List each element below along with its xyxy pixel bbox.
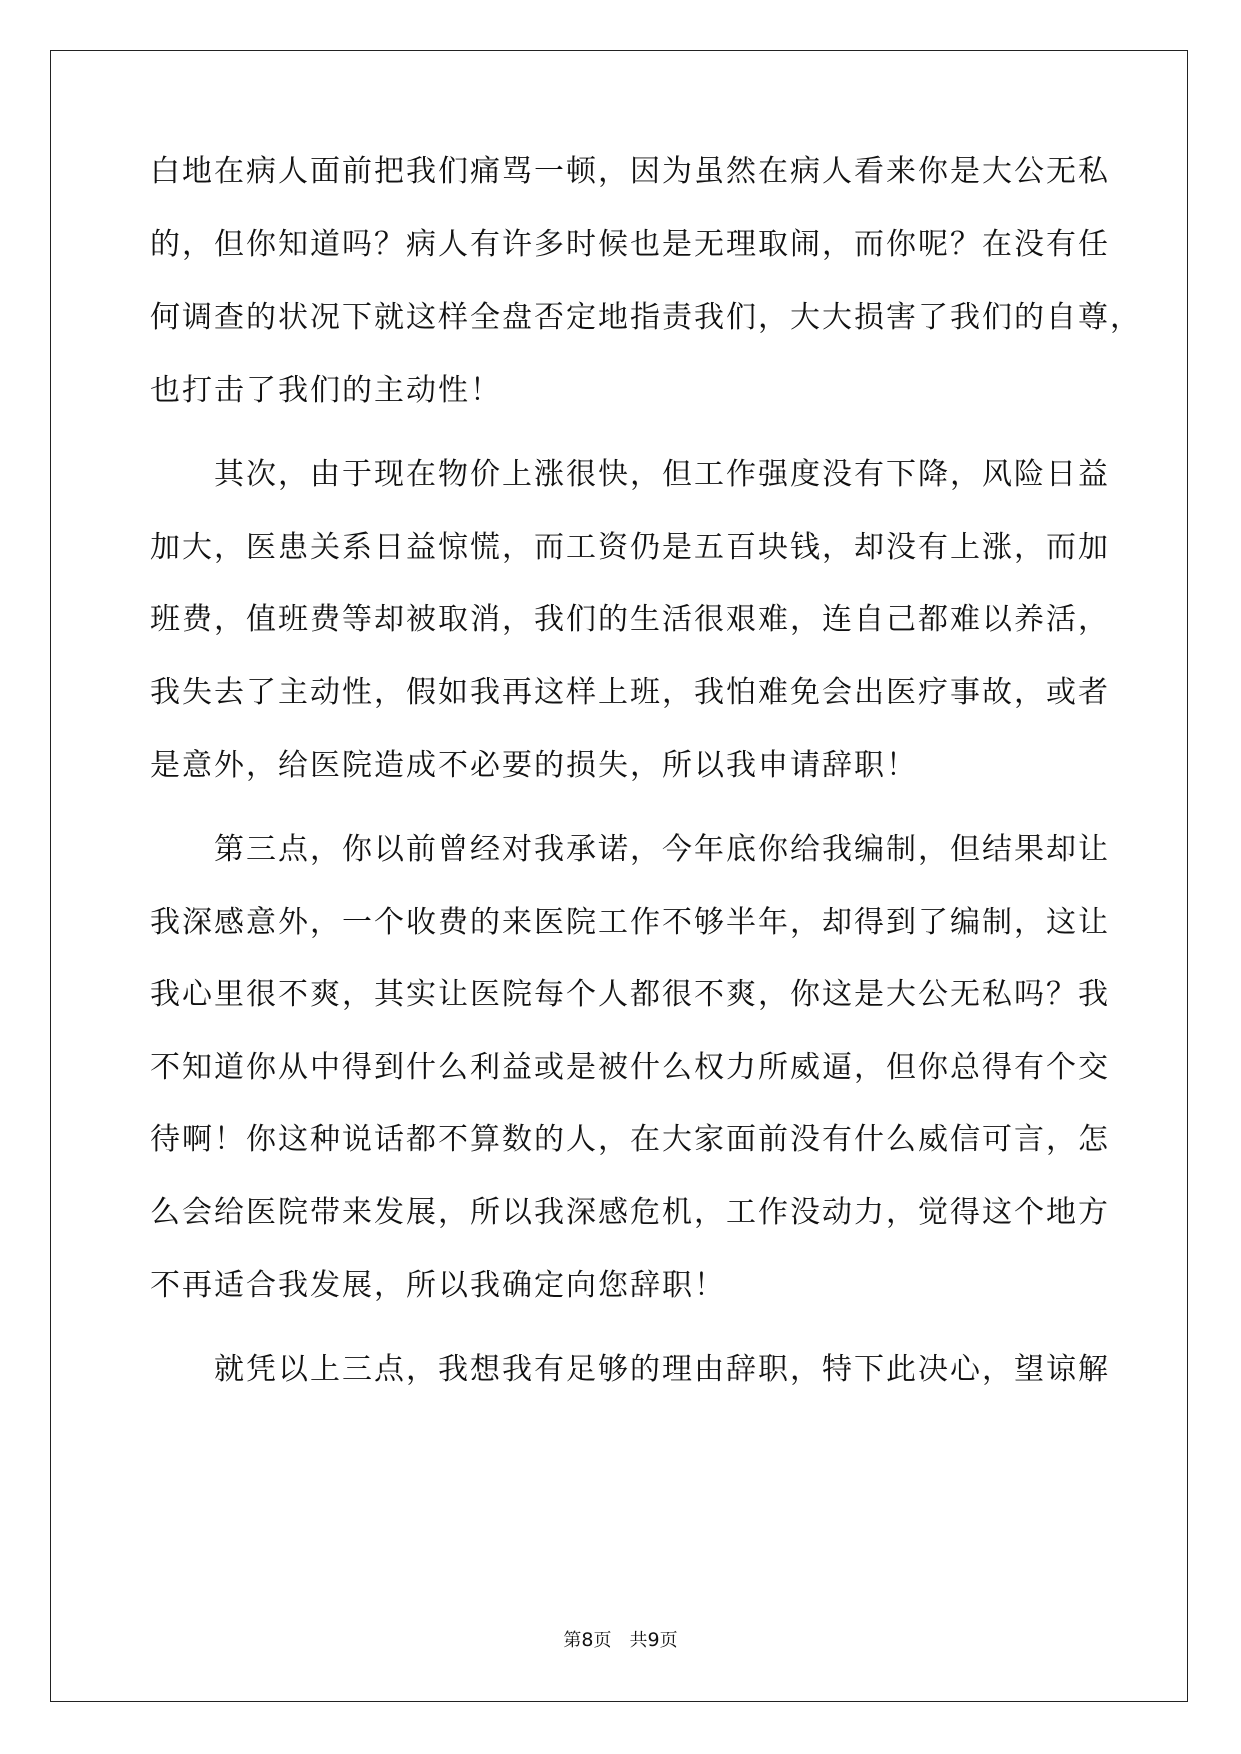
- text-line: 就凭以上三点，我想我有足够的理由辞职，特下此决心，望谅解: [150, 1352, 1110, 1387]
- text-line: 白地在病人面前把我们痛骂一顿，因为虽然在病人看来你是大公无私: [150, 154, 1110, 189]
- text-line: 我深感意外，一个收费的来医院工作不够半年，却得到了编制，这让: [150, 905, 1110, 940]
- text-line: 加大，医患关系日益惊慌，而工资仍是五百块钱，却没有上涨，而加: [150, 530, 1110, 565]
- page-footer: [0, 1626, 1241, 1652]
- current-page-number: 8: [581, 1629, 594, 1651]
- text-line: 其次，由于现在物价上涨很快，但工作强度没有下降，风险日益: [150, 457, 1110, 492]
- footer-middle: 页 共: [593, 1630, 648, 1651]
- text-line: 待啊！你这种说话都不算数的人，在大家面前没有什么威信可言，怎: [150, 1122, 1110, 1157]
- text-line: 何调查的状况下就这样全盘否定地指责我们，大大损害了我们的自尊，: [150, 300, 1142, 335]
- text-line: 不再适合我发展，所以我确定向您辞职！: [150, 1268, 726, 1303]
- text-line: 是意外，给医院造成不必要的损失，所以我申请辞职！: [150, 748, 918, 783]
- footer-suffix: 页: [659, 1630, 678, 1651]
- text-line: 我失去了主动性，假如我再这样上班，我怕难免会出医疗事故，或者: [150, 675, 1110, 710]
- text-line: 的，但你知道吗？病人有许多时候也是无理取闹，而你呢？在没有任: [150, 227, 1110, 262]
- text-line: 第三点，你以前曾经对我承诺，今年底你给我编制，但结果却让: [150, 832, 1110, 867]
- text-line: 么会给医院带来发展，所以我深感危机，工作没动力，觉得这个地方: [150, 1195, 1110, 1230]
- text-line: 不知道你从中得到什么利益或是被什么权力所威逼，但你总得有个交: [150, 1050, 1110, 1085]
- total-pages-number: 9: [647, 1629, 660, 1651]
- text-line: 也打击了我们的主动性！: [150, 373, 502, 408]
- text-line: 班费，值班费等却被取消，我们的生活很艰难，连自己都难以养活，: [150, 602, 1110, 637]
- footer-prefix: 第: [563, 1630, 582, 1651]
- text-line: 我心里很不爽，其实让医院每个人都很不爽，你这是大公无私吗？我: [150, 977, 1110, 1012]
